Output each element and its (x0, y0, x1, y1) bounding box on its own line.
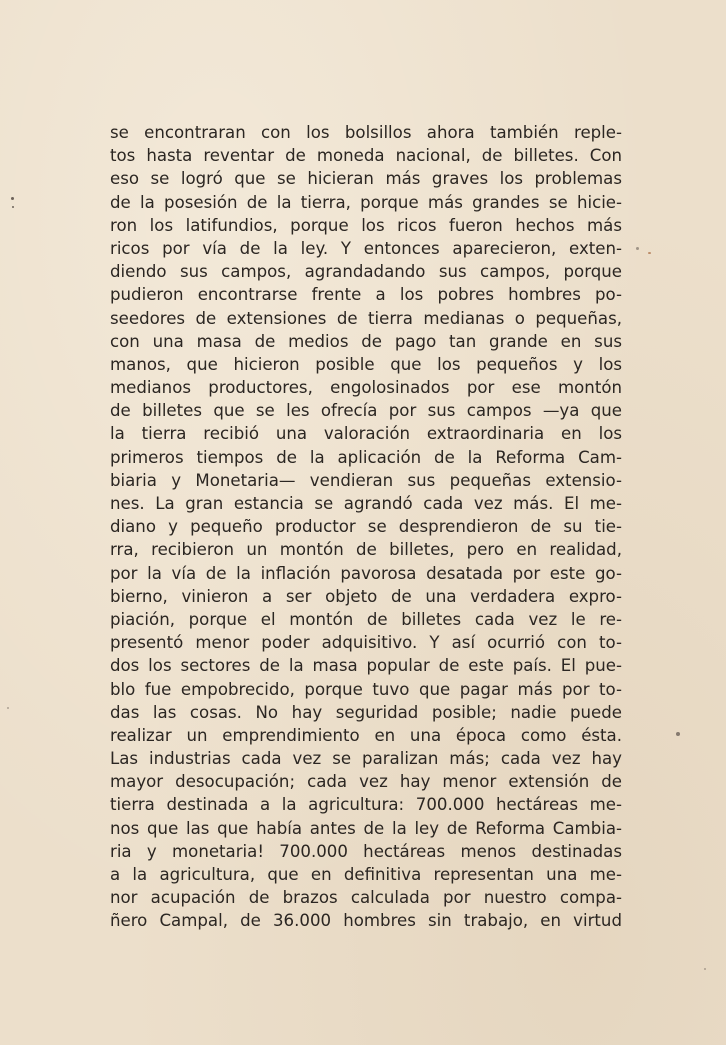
paper-speck (648, 252, 651, 254)
text-line: rra, recibieron un montón de billetes, pero en realidad, (110, 540, 622, 560)
text-line: ron los latifundios, porque los ricos fueron hechos más (110, 215, 622, 235)
text-line: das las cosas. No hay seguridad posible; nadie puede (110, 702, 622, 722)
text-line: nor acupación de brazos calculada por nuestro compa- (110, 888, 622, 908)
text-line: ricos por vía de la ley. Y entonces aparecieron, exten- (110, 238, 622, 258)
paper-speck (636, 247, 639, 250)
text-line: mayor desocupación; cada vez hay menor extensión de (110, 772, 622, 792)
text-line: tierra destinada a la agricultura: 700.000 hectáreas me- (110, 795, 622, 815)
paper-speck (704, 968, 706, 970)
text-line: de la posesión de la tierra, porque más grandes se hicie- (110, 192, 622, 212)
text-line: Las industrias cada vez se paralizan más; cada vez hay (110, 749, 622, 769)
text-line: de billetes que se les ofrecía por sus campos —ya que (110, 401, 622, 421)
text-line: dos los sectores de la masa popular de este país. El pue- (110, 656, 622, 676)
text-line: blo fue empobrecido, porque tuvo que pagar más por to- (110, 679, 622, 699)
text-line: bierno, vinieron a ser objeto de una verdadera expro- (110, 586, 622, 606)
text-line: primeros tiempos de la aplicación de la Reforma Cam- (110, 447, 622, 467)
text-line: manos, que hicieron posible que los pequeños y los (110, 354, 622, 374)
text-line: nos que las que había antes de la ley de Reforma Cambia- (110, 818, 622, 838)
paper-speck (7, 707, 9, 709)
text-line: pudieron encontrarse frente a los pobres hombres po- (110, 285, 622, 305)
text-line: por la vía de la inflación pavorosa desatada por este go- (110, 563, 622, 583)
text-line: biaria y Monetaria— vendieran sus pequeñas extensio- (110, 470, 622, 490)
text-line: con una masa de medios de pago tan grande en sus (110, 331, 622, 351)
text-line: realizar un emprendimiento en una época como ésta. (110, 725, 622, 745)
text-line: la tierra recibió una valoración extraordinaria en los (110, 424, 622, 444)
text-line: a la agricultura, que en definitiva representan una me- (110, 865, 622, 884)
text-line: diano y pequeño productor se desprendieron de su tie- (110, 517, 622, 537)
text-line: eso se logró que se hicieran más graves los problemas (110, 169, 622, 189)
text-line: seedores de extensiones de tierra medianas o pequeñas, (110, 308, 622, 328)
paper-speck (676, 732, 680, 736)
paper-speck (12, 206, 14, 208)
text-line: piación, porque el montón de billetes cada vez le re- (110, 609, 622, 629)
text-line: ñero Campal, de 36.000 hombres sin trabajo, en virtud (110, 911, 622, 931)
text-line: tos hasta reventar de moneda nacional, de billetes. Con (110, 146, 622, 166)
body-text (110, 121, 622, 933)
text-line: ria y monetaria! 700.000 hectáreas menos destinadas (110, 841, 622, 861)
text-line: se encontraran con los bolsillos ahora también reple- (110, 123, 622, 142)
text-line: medianos productores, engolosinados por ese montón (110, 378, 622, 398)
text-line: diendo sus campos, agrandadando sus campos, porque (110, 262, 622, 282)
text-line: presentó menor poder adquisitivo. Y así ocurrió con to- (110, 633, 622, 653)
paper-speck (11, 197, 14, 200)
text-line: nes. La gran estancia se agrandó cada vez más. El me- (110, 494, 622, 513)
